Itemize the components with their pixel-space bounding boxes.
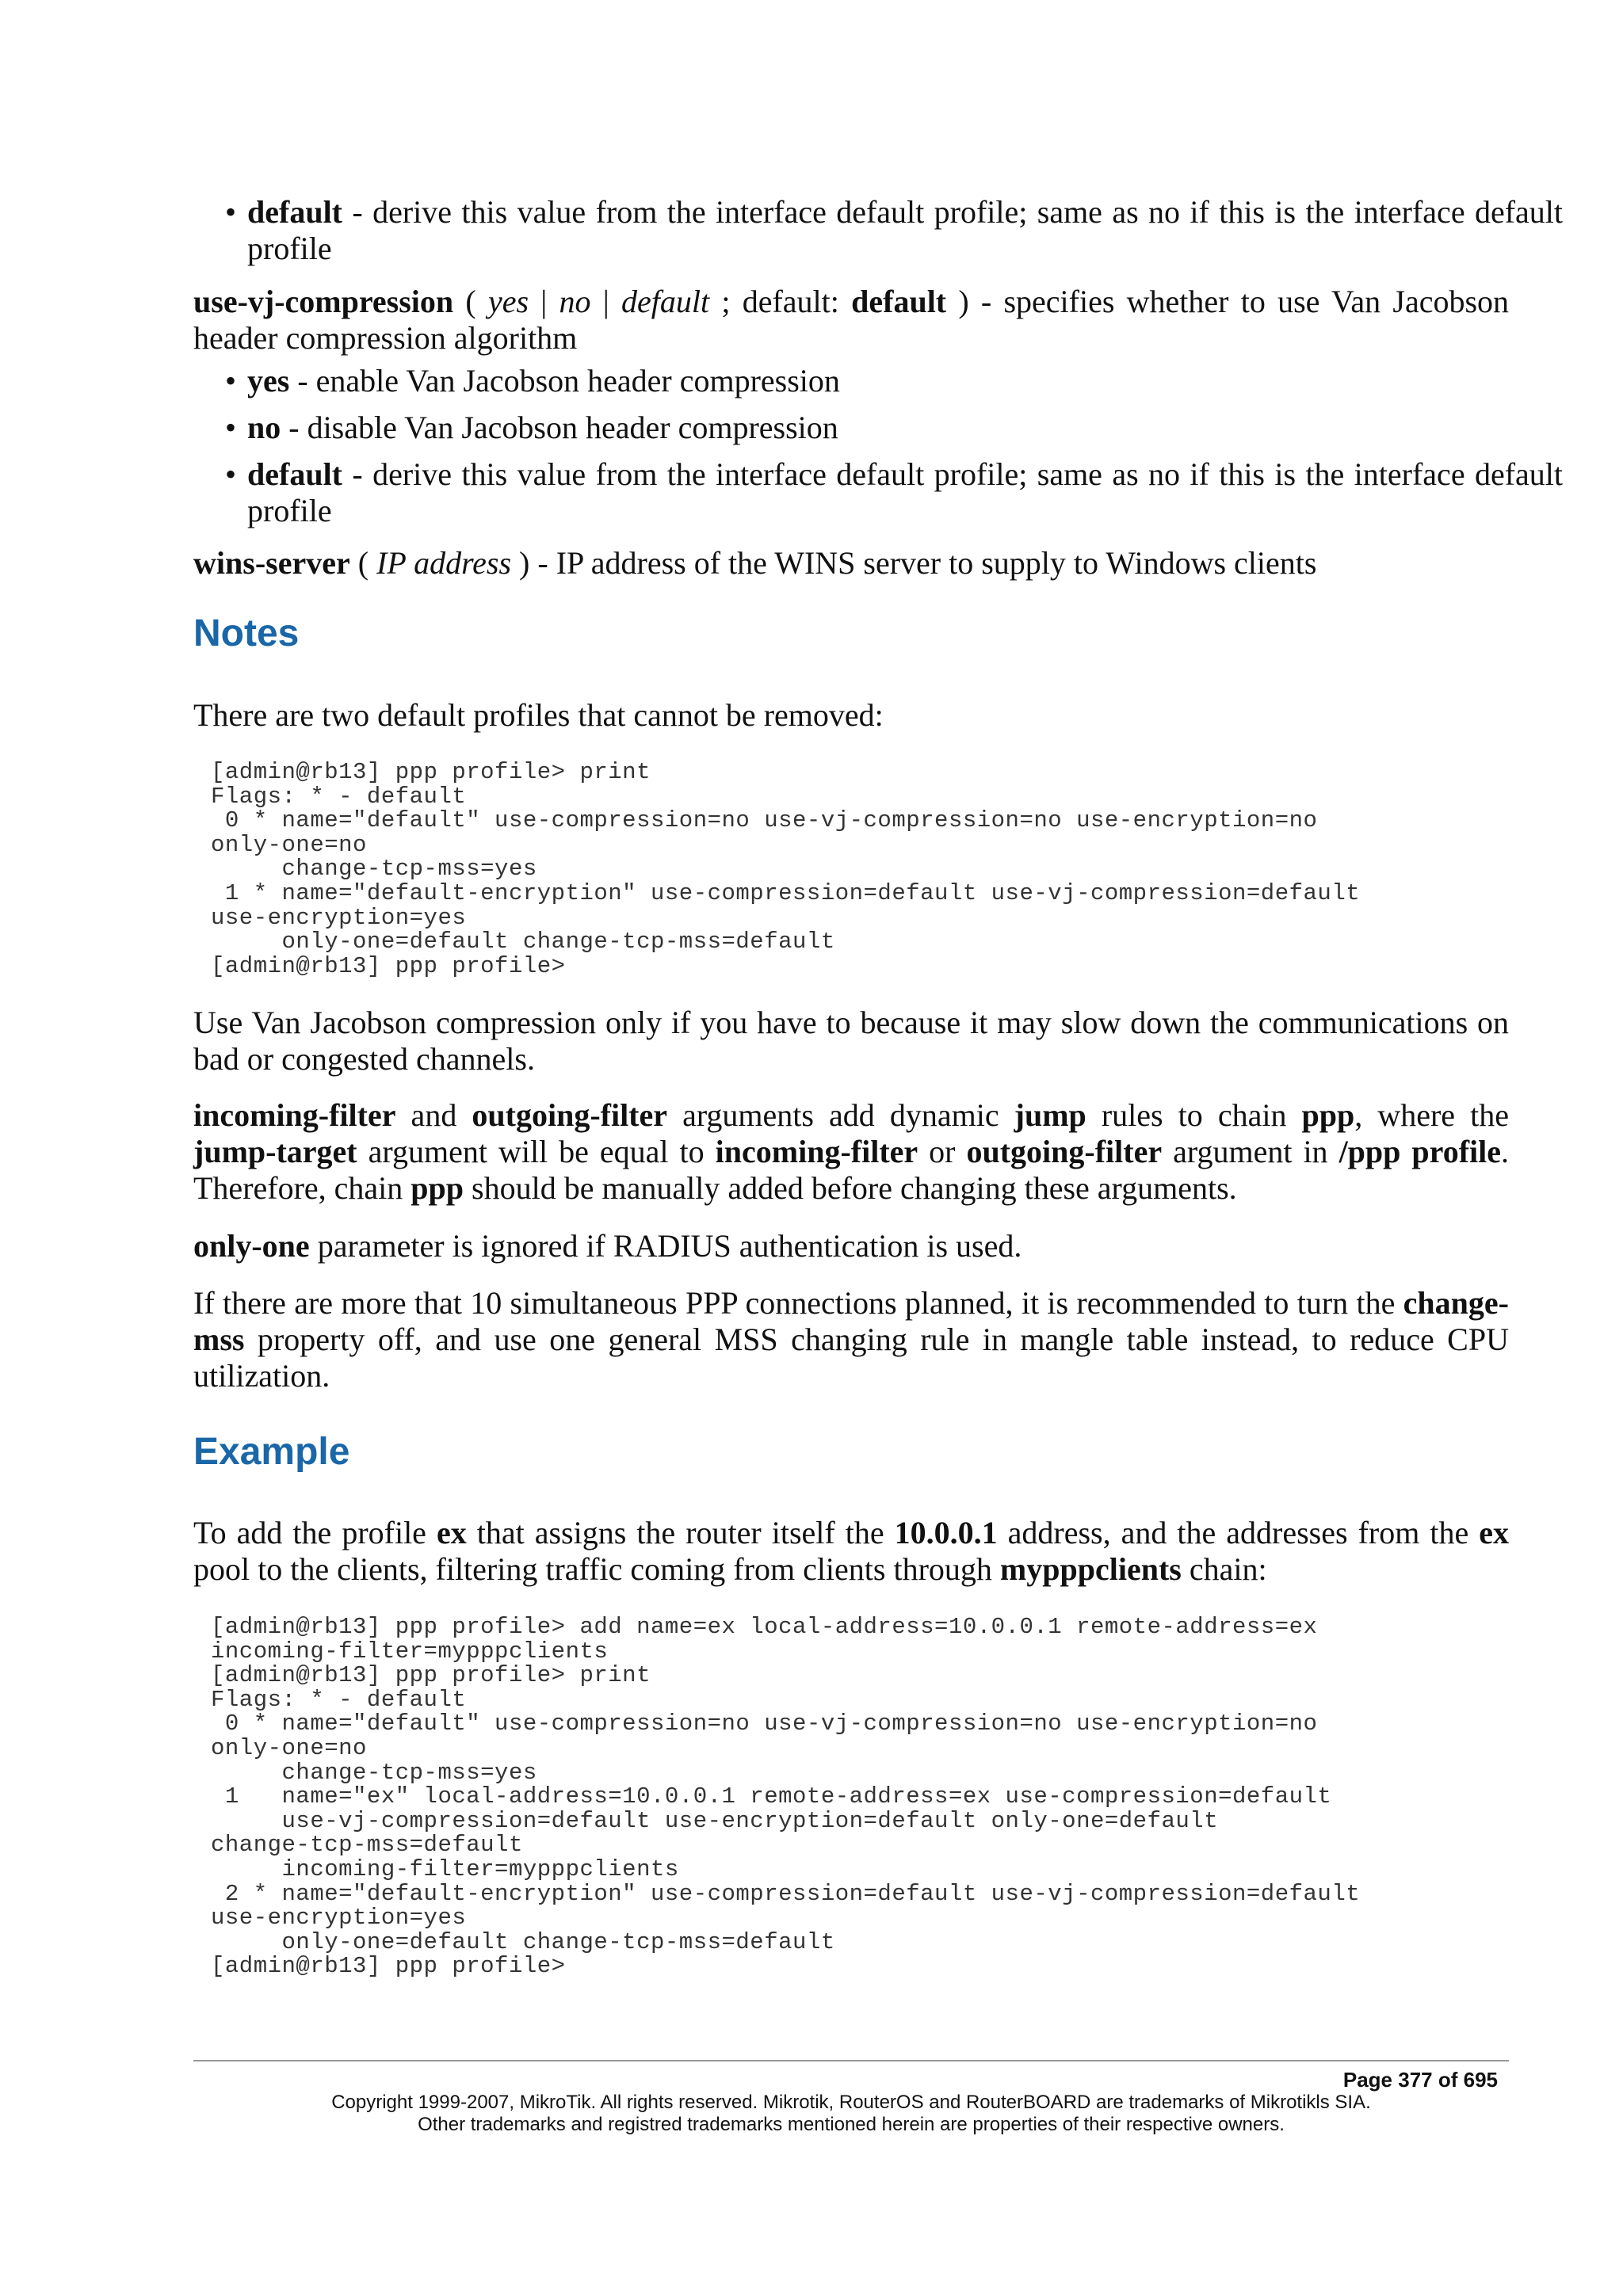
bullet-term: default	[247, 194, 342, 230]
bullet-default-1	[193, 194, 1563, 267]
change-mss-note: If there are more that 10 simultaneous PPP connections planned, it is recommended to turn the change-mss property off, and use one general MSS changing rule in mangle table instead, to reduce CPU utilization.	[193, 1285, 1509, 1394]
bullet-no	[193, 410, 1563, 446]
bullet-text: - derive this value from the interface default profile; same as no if this is the interface default profile	[247, 456, 1563, 528]
bullet-dot: •	[225, 456, 237, 492]
param-use-vj-compression: use-vj-compression ( yes | no | default ; default: default ) - specifies whether to use Van Jacobson header compression algorithm	[193, 284, 1510, 356]
filters-note: incoming-filter and outgoing-filter arguments add dynamic jump rules to chain ppp, where the jump-target argument will be equal to incoming-filter or outgoing-filter argument in /ppp profile. Therefore, chain ppp should be manually added before changing these arguments.	[193, 1097, 1509, 1206]
param-description: ) - specifies whether to use Van Jacobson header compression algorithm	[193, 284, 1510, 356]
bullet-yes	[193, 363, 1563, 399]
bullet-default-2	[193, 456, 1563, 529]
footer-divider	[193, 2060, 1509, 2061]
bullet-term: yes	[247, 363, 290, 399]
param-name: use-vj-compression	[193, 284, 454, 319]
bullet-dot: •	[225, 410, 237, 445]
param-name: wins-server	[193, 545, 350, 581]
code-block-add-profile: [admin@rb13] ppp profile> add name=ex local-address=10.0.0.1 remote-address=ex incoming-filter=mypppclients [admin@rb13] ppp profile> print Flags: * - default 0 * name="default" use-compression=no use-vj-compression=no use-encryption=no only-one=no change-tcp-mss=yes 1 name="ex" local-address=10.0.0.1 remote-address=ex use-compression=default use-vj-compression=default use-encryption=default only-one=default change-tcp-mss=default incoming-filter=mypppclients 2 * name="default-encryption" use-compression=default use-vj-compression=default use-encryption=yes only-one=default change-tcp-mss=default [admin@rb13] ppp profile>	[211, 1614, 1361, 1980]
param-wins-server: wins-server ( IP address ) - IP address of the WINS server to supply to Windows clients	[193, 545, 1317, 581]
param-description: ) - IP address of the WINS server to supply to Windows clients	[511, 545, 1317, 581]
bullet-dot: •	[225, 363, 237, 399]
only-one-note: only-one parameter is ignored if RADIUS authentication is used.	[193, 1228, 1022, 1264]
trademark-line: Other trademarks and registred trademarks mentioned herein are properties of their respective owners.	[418, 2114, 1285, 2135]
bullet-term: no	[247, 410, 281, 445]
vj-note: Use Van Jacobson compression only if you have to because it may slow down the communications on bad or congested channels.	[193, 1005, 1509, 1077]
example-intro: To add the profile ex that assigns the router itself the 10.0.0.1 address, and the addresses from the ex pool to the clients, filtering traffic coming from clients through mypppclients chain:	[193, 1515, 1509, 1587]
bullet-dot: •	[225, 194, 237, 230]
notes-heading: Notes	[193, 612, 300, 654]
copyright-line: Copyright 1999-2007, MikroTik. All rights reserved. Mikrotik, RouterOS and RouterBOARD are trademarks of Mikrotikls SIA.	[331, 2092, 1371, 2113]
bullet-text: - disable Van Jacobson header compression	[281, 410, 838, 445]
code-block-print: [admin@rb13] ppp profile> print Flags: * - default 0 * name="default" use-compression=no use-vj-compression=no use-encryption=no only-one=no change-tcp-mss=yes 1 * name="default-encryption" use-compression=default use-vj-compression=default use-encryption=yes only-one=default change-tcp-mss=default [admin@rb13] ppp profile>	[211, 759, 1361, 979]
bullet-text: - derive this value from the interface default profile; same as no if this is the interface default profile	[247, 194, 1563, 266]
example-heading: Example	[193, 1431, 350, 1473]
notes-intro: There are two default profiles that cannot be removed:	[193, 697, 884, 733]
bullet-term: default	[247, 456, 342, 492]
page-number: Page 377 of 695	[1342, 2068, 1498, 2092]
bullet-text: - enable Van Jacobson header compression	[289, 363, 840, 399]
